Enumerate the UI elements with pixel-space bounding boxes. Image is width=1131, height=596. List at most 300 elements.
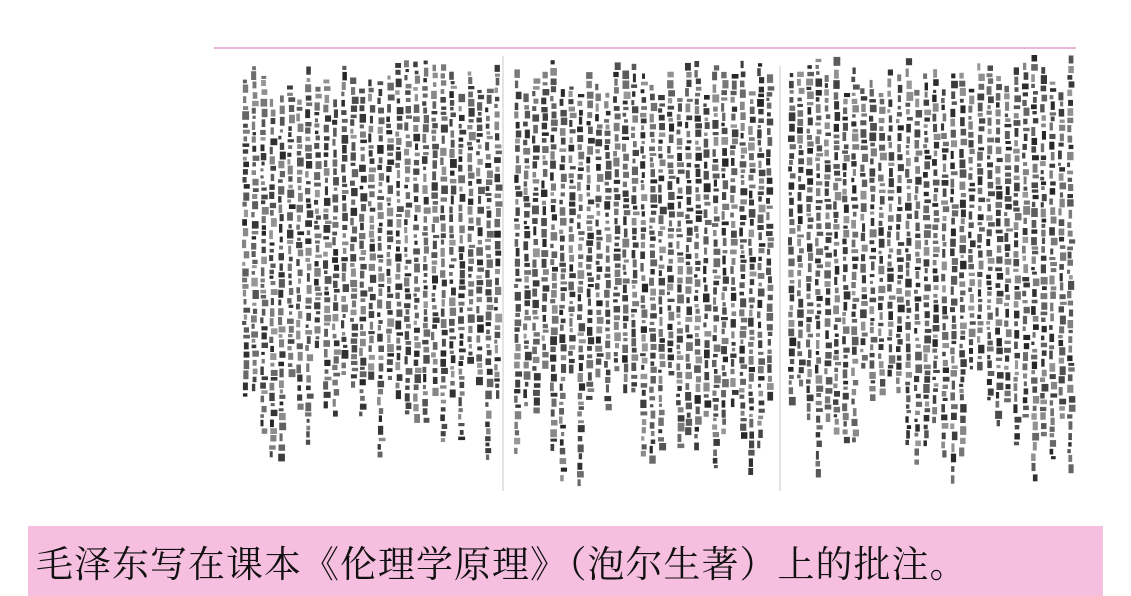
ink-mark (280, 143, 284, 150)
ink-mark (578, 425, 585, 432)
ink-mark (660, 361, 666, 367)
ink-mark (424, 301, 428, 308)
ink-mark (476, 354, 482, 361)
ink-mark (433, 377, 438, 384)
ink-mark (843, 285, 848, 290)
ink-mark (449, 240, 455, 246)
ink-mark (297, 177, 302, 183)
ink-mark (314, 112, 319, 115)
ink-mark (1041, 186, 1045, 190)
ink-mark (523, 122, 528, 127)
ink-mark (932, 159, 937, 166)
ink-mark (942, 316, 948, 320)
ink-mark (577, 463, 582, 470)
ink-mark (415, 144, 418, 151)
ink-mark (749, 288, 752, 294)
ink-mark (1015, 128, 1019, 137)
ink-mark (833, 164, 839, 169)
ink-mark (615, 114, 621, 120)
ink-mark (677, 386, 681, 391)
ink-mark (305, 403, 311, 412)
ink-mark (1060, 134, 1064, 142)
ink-mark (397, 199, 400, 203)
ink-mark (406, 341, 412, 345)
ink-mark (696, 309, 700, 314)
ink-mark (888, 254, 892, 258)
ink-mark (1041, 302, 1047, 309)
ink-mark (442, 167, 447, 175)
ink-mark (871, 218, 875, 226)
ink-mark (1005, 284, 1009, 292)
ink-mark (978, 304, 982, 311)
ink-mark (799, 150, 804, 155)
ink-mark (449, 272, 453, 276)
ink-mark (887, 274, 893, 282)
ink-mark (459, 408, 463, 412)
ink-mark (578, 420, 584, 423)
ink-mark (478, 112, 482, 116)
ink-mark (514, 224, 520, 230)
ink-mark (561, 156, 565, 163)
ink-mark (614, 123, 620, 131)
ink-mark (870, 394, 876, 401)
ink-mark (880, 99, 885, 105)
ink-mark (468, 352, 472, 356)
ink-mark (244, 251, 250, 258)
ink-mark (271, 328, 278, 334)
ink-mark (450, 100, 454, 106)
ink-mark (306, 198, 311, 202)
ink-mark (807, 157, 813, 165)
ink-mark (1059, 399, 1066, 405)
ink-mark (570, 292, 576, 297)
ink-mark (487, 305, 494, 310)
ink-mark (541, 107, 547, 112)
ink-mark (1023, 363, 1028, 370)
ink-mark (878, 266, 884, 275)
ink-mark (713, 159, 718, 163)
ink-mark (641, 334, 645, 341)
ink-mark (1067, 152, 1073, 160)
ink-mark (1023, 206, 1030, 215)
ink-mark (552, 305, 558, 314)
ink-mark (542, 293, 547, 301)
ink-mark (685, 372, 692, 379)
ink-mark (260, 414, 264, 418)
ink-mark (959, 81, 965, 87)
ink-mark (596, 275, 600, 280)
ink-mark (587, 112, 592, 118)
ink-mark (834, 171, 840, 176)
ink-mark (307, 394, 314, 399)
ink-mark (825, 388, 832, 394)
ink-mark (871, 248, 876, 252)
ink-mark (905, 169, 909, 178)
ink-mark (588, 337, 594, 344)
ink-mark (713, 270, 718, 274)
ink-mark (1042, 384, 1049, 392)
ink-mark (606, 246, 610, 253)
ink-mark (298, 352, 303, 361)
ink-mark (952, 432, 958, 441)
ink-mark (714, 258, 721, 267)
ink-mark (889, 152, 895, 161)
ink-mark (952, 210, 958, 216)
ink-mark (835, 318, 841, 322)
ink-mark (870, 158, 874, 164)
ink-mark (280, 263, 283, 270)
ink-mark (396, 263, 400, 272)
ink-mark (606, 384, 609, 392)
ink-mark (379, 89, 383, 96)
ink-mark (270, 138, 277, 145)
ink-mark (1067, 75, 1072, 80)
ink-mark (932, 225, 938, 231)
ink-mark (705, 305, 712, 312)
ink-mark (379, 408, 383, 414)
ink-mark (487, 221, 491, 229)
ink-mark (853, 68, 856, 75)
ink-mark (595, 139, 602, 146)
ink-mark (550, 96, 553, 101)
ink-mark (271, 127, 274, 134)
ink-mark (495, 384, 499, 388)
ink-mark (587, 101, 593, 109)
ink-mark (478, 240, 482, 245)
ink-mark (533, 300, 539, 308)
ink-mark (1004, 86, 1009, 93)
ink-mark (515, 313, 520, 317)
ink-mark (460, 307, 463, 312)
ink-mark (271, 281, 276, 285)
ink-mark (270, 451, 273, 457)
ink-mark (749, 185, 755, 189)
ink-mark (842, 150, 848, 153)
ink-mark (844, 93, 850, 97)
ink-mark (888, 135, 892, 141)
ink-mark (695, 267, 700, 271)
ink-mark (695, 339, 700, 346)
ink-mark (759, 205, 766, 213)
ink-mark (569, 186, 576, 189)
ink-mark (387, 335, 390, 343)
ink-mark (704, 285, 707, 292)
ink-mark (834, 135, 840, 139)
ink-mark (306, 363, 309, 372)
ink-mark (1042, 131, 1046, 140)
ink-mark (732, 74, 739, 79)
ink-mark (988, 267, 993, 271)
ink-mark (579, 363, 583, 371)
ink-mark (243, 106, 248, 110)
ink-mark (694, 242, 699, 249)
ink-mark (668, 234, 674, 239)
ink-mark (704, 314, 707, 320)
ink-mark (1042, 350, 1047, 355)
ink-mark (486, 336, 492, 341)
ink-mark (377, 165, 382, 170)
ink-mark (614, 249, 621, 252)
ink-mark (713, 230, 717, 236)
ink-mark (723, 287, 728, 292)
ink-mark (386, 117, 390, 123)
ink-mark (952, 324, 957, 329)
ink-mark (615, 143, 621, 149)
ink-mark (551, 444, 555, 451)
ink-mark (405, 90, 410, 95)
ink-mark (524, 203, 530, 208)
ink-mark (1014, 240, 1018, 247)
ink-mark (378, 444, 381, 450)
ink-mark (668, 275, 674, 282)
ink-mark (723, 250, 728, 253)
ink-mark (758, 109, 763, 115)
ink-mark (1050, 112, 1056, 115)
ink-mark (816, 59, 822, 62)
ink-mark (413, 62, 418, 68)
ink-mark (788, 166, 792, 171)
ink-mark (460, 279, 465, 284)
ink-mark (298, 270, 303, 277)
ink-mark (423, 124, 429, 132)
ink-mark (534, 332, 540, 336)
ink-mark (613, 293, 620, 297)
ink-mark (307, 78, 311, 82)
ink-mark (978, 345, 984, 354)
ink-mark (658, 385, 662, 391)
ink-mark (289, 115, 295, 124)
ink-mark (280, 433, 283, 441)
ink-mark (269, 393, 274, 401)
ink-mark (658, 429, 662, 433)
ink-mark (1069, 275, 1073, 279)
ink-mark (615, 169, 619, 177)
ink-mark (789, 160, 793, 165)
ink-mark (450, 308, 456, 316)
ink-mark (667, 341, 673, 347)
ink-mark (705, 360, 709, 368)
ink-mark (413, 116, 420, 122)
ink-mark (360, 371, 367, 377)
ink-mark (1014, 433, 1020, 439)
ink-mark (1069, 239, 1075, 243)
ink-mark (543, 330, 549, 333)
ink-mark (797, 309, 804, 317)
ink-mark (487, 136, 493, 139)
ink-mark (759, 243, 765, 247)
ink-mark (441, 438, 445, 442)
ink-mark (524, 188, 528, 195)
ink-mark (269, 192, 274, 199)
ink-mark (686, 170, 690, 178)
ink-mark (713, 335, 717, 341)
ink-mark (495, 278, 499, 285)
ink-mark (449, 336, 456, 339)
ink-mark (516, 191, 523, 197)
ink-mark (369, 303, 373, 309)
ink-mark (315, 87, 320, 92)
ink-mark (279, 334, 283, 338)
ink-mark (739, 206, 744, 212)
ink-mark (587, 215, 594, 219)
ink-mark (740, 331, 747, 338)
ink-mark (476, 247, 483, 256)
ink-mark (459, 302, 465, 306)
ink-mark (748, 126, 753, 135)
ink-mark (677, 98, 682, 102)
ink-mark (296, 331, 300, 340)
ink-mark (1033, 422, 1038, 431)
ink-mark (260, 383, 266, 389)
ink-mark (959, 384, 963, 387)
ink-mark (842, 189, 846, 195)
ink-mark (1023, 352, 1028, 361)
ink-mark (550, 161, 556, 169)
ink-mark (360, 223, 364, 230)
ink-mark (397, 107, 404, 114)
ink-mark (541, 218, 547, 226)
ink-mark (1068, 281, 1074, 290)
ink-mark (686, 354, 690, 362)
ink-mark (642, 172, 645, 178)
ink-mark (596, 292, 600, 297)
ink-mark (703, 236, 708, 244)
ink-mark (721, 390, 726, 397)
ink-mark (650, 289, 656, 296)
ink-mark (713, 450, 717, 457)
ink-mark (1015, 417, 1022, 423)
caption-text: 毛泽东写在课本《伦理学原理》（泡尔生著）上的批注。 (36, 543, 968, 586)
ink-mark (404, 227, 407, 233)
ink-mark (406, 324, 411, 329)
ink-mark (577, 135, 583, 142)
ink-mark (606, 161, 612, 170)
ink-mark (880, 153, 887, 161)
ink-mark (767, 187, 774, 194)
ink-mark (1023, 63, 1026, 70)
ink-mark (668, 312, 674, 321)
ink-mark (486, 455, 489, 460)
ink-mark (1042, 370, 1047, 377)
ink-mark (658, 95, 665, 100)
ink-mark (485, 142, 489, 150)
ink-mark (432, 144, 439, 150)
ink-mark (642, 320, 646, 323)
ink-mark (523, 389, 527, 398)
ink-mark (880, 389, 886, 396)
ink-mark (988, 182, 994, 189)
ink-mark (996, 308, 999, 317)
ink-mark (477, 260, 483, 266)
ink-mark (458, 165, 462, 172)
ink-mark (360, 324, 363, 330)
ink-mark (270, 428, 277, 434)
ink-mark (987, 111, 992, 115)
ink-mark (768, 350, 772, 354)
ink-mark (978, 198, 985, 203)
ink-mark (951, 151, 954, 159)
ink-mark (623, 216, 626, 225)
ink-mark (851, 153, 855, 159)
ink-mark (825, 318, 831, 327)
ink-mark (960, 305, 965, 313)
ink-mark (677, 345, 681, 350)
ink-mark (906, 69, 909, 78)
ink-mark (441, 177, 448, 182)
ink-mark (1033, 279, 1040, 287)
ink-mark (342, 350, 349, 359)
ink-mark (406, 69, 409, 72)
ink-mark (315, 102, 320, 110)
ink-mark (996, 210, 1001, 216)
ink-mark (324, 198, 330, 206)
ink-mark (951, 74, 955, 79)
ink-mark (749, 414, 753, 417)
ink-mark (642, 141, 645, 144)
ink-mark (298, 193, 303, 202)
ink-mark (406, 378, 410, 383)
ink-mark (695, 290, 698, 293)
ink-mark (758, 140, 761, 146)
ink-mark (686, 254, 692, 259)
ink-mark (843, 247, 848, 254)
ink-mark (712, 72, 717, 81)
ink-mark (570, 137, 573, 143)
ink-mark (560, 245, 564, 251)
ink-mark (659, 296, 663, 304)
ink-mark (306, 375, 311, 382)
ink-mark (758, 118, 764, 123)
ink-mark (298, 385, 302, 391)
ink-mark (524, 211, 530, 218)
ink-mark (826, 343, 832, 349)
ink-mark (377, 255, 383, 258)
ink-mark (468, 249, 473, 257)
ink-mark (714, 315, 720, 321)
ink-mark (396, 181, 400, 188)
ink-mark (987, 327, 990, 330)
ink-mark (1049, 227, 1055, 235)
ink-mark (414, 385, 419, 391)
ink-mark (678, 266, 683, 275)
ink-mark (568, 351, 573, 356)
ink-mark (915, 296, 922, 301)
ink-mark (788, 237, 792, 245)
ink-mark (960, 99, 964, 103)
ink-mark (685, 88, 689, 96)
ink-mark (888, 215, 894, 222)
ink-mark (987, 291, 992, 296)
ink-mark (252, 179, 258, 186)
ink-mark (543, 82, 548, 85)
ink-mark (713, 107, 718, 112)
ink-mark (579, 383, 585, 390)
ink-mark (723, 268, 727, 276)
ink-mark (924, 395, 929, 399)
ink-mark (659, 443, 666, 450)
ink-mark (396, 247, 400, 252)
ink-mark (807, 310, 814, 314)
ink-mark (789, 209, 793, 217)
ink-mark (387, 208, 393, 217)
ink-mark (844, 437, 850, 443)
ink-mark (870, 322, 873, 325)
ink-mark (551, 374, 557, 382)
ink-mark (542, 259, 547, 268)
ink-mark (696, 356, 703, 363)
ink-mark (767, 112, 771, 116)
ink-mark (923, 172, 928, 178)
